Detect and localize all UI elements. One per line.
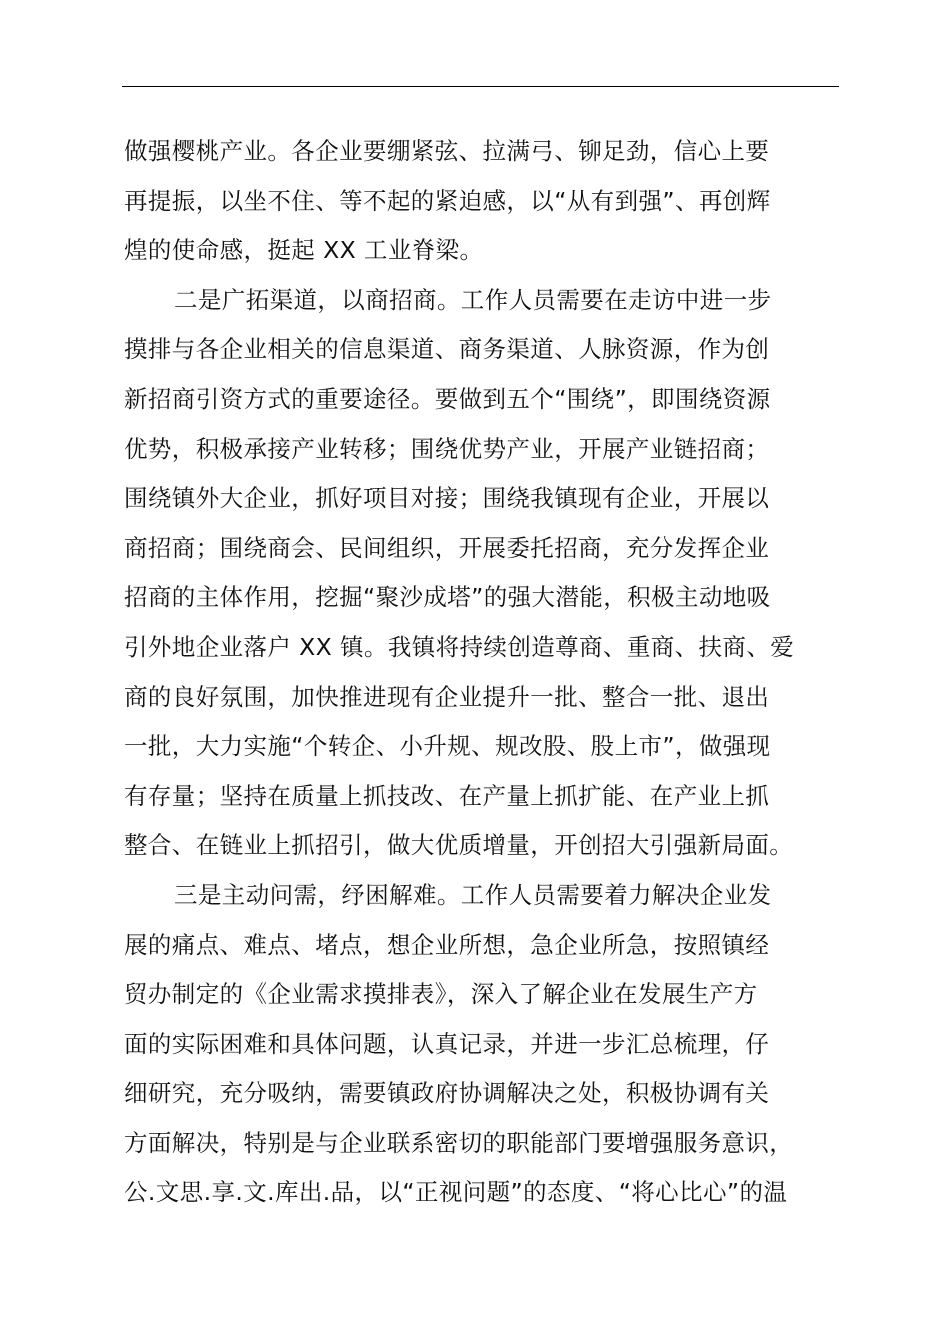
- text-line: 做强樱桃产业。各企业要绷紧弦、拉满弓、铆足劲，信心上要: [124, 137, 770, 165]
- text-line: 公.文思.享.文.库出.品，以“正视问题”的态度、“将心比心”的温: [124, 1178, 788, 1207]
- text-line: 引外地企业落户 XX 镇。我镇将持续创造尊商、重商、扶商、爱: [124, 632, 795, 661]
- text-line: 新招商引资方式的重要途径。要做到五个“围绕”，即围绕资源: [124, 384, 771, 413]
- text-line: 面的实际困难和具体问题，认真记录，并进一步汇总梳理，仔: [124, 1029, 770, 1058]
- paragraph-start-line: 二是广拓渠道，以商招商。工作人员需要在走访中进一步: [174, 285, 772, 314]
- text-line: 展的痛点、难点、堵点，想企业所想，急企业所急，按照镇经: [124, 930, 770, 959]
- text-line: 煌的使命感，挺起 XX 工业脊梁。: [124, 236, 484, 265]
- body-text: [124, 127, 844, 1218]
- paragraph-start-line: 三是主动问需，纾困解难。工作人员需要着力解决企业发: [174, 880, 772, 909]
- text-line: 再提振，以坐不住、等不起的紧迫感，以“从有到强”、再创辉: [124, 186, 771, 215]
- text-line: 摸排与各企业相关的信息渠道、商务渠道、人脉资源，作为创: [124, 335, 770, 364]
- text-line: 围绕镇外大企业，抓好项目对接；围绕我镇现有企业，开展以: [124, 484, 770, 513]
- text-line: 有存量；坚持在质量上抓技改、在产量上抓扩能、在产业上抓: [124, 781, 770, 810]
- text-line: 商招商；围绕商会、民间组织，开展委托招商，充分发挥企业: [124, 533, 770, 562]
- text-line: 细研究，充分吸纳，需要镇政府协调解决之处，积极协调有关: [124, 1079, 770, 1108]
- text-line: 一批，大力实施“个转企、小升规、规改股、股上市”，做强现: [124, 732, 771, 761]
- text-line: 商的良好氛围，加快推进现有企业提升一批、整合一批、退出: [124, 682, 770, 711]
- text-line: 方面解决，特别是与企业联系密切的职能部门要增强服务意识，: [124, 1128, 794, 1157]
- header-rule: [122, 86, 839, 87]
- text-line: 贸办制定的《企业需求摸排表》，深入了解企业在发展生产方: [124, 980, 758, 1009]
- text-line: 整合、在链业上抓招引，做大优质增量，开创招大引强新局面。: [124, 831, 794, 860]
- text-line: 招商的主体作用，挖掘“聚沙成塔”的强大潜能，积极主动地吸: [124, 583, 771, 612]
- text-line: 优势，积极承接产业转移；围绕优势产业，开展产业链招商；: [124, 434, 770, 463]
